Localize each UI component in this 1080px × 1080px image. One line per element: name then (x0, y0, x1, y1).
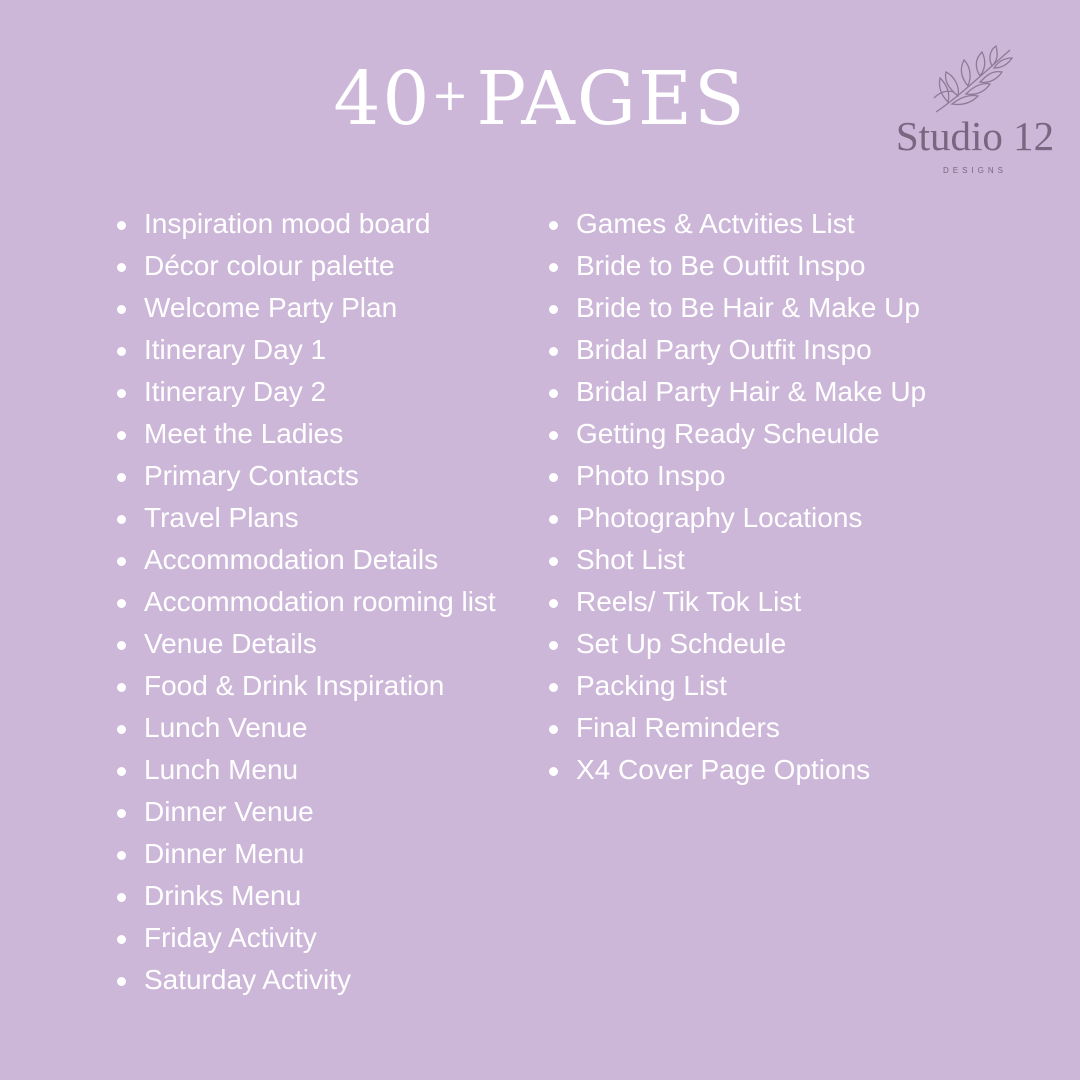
list-item: Reels/ Tik Tok List (548, 581, 968, 623)
list-item: Food & Drink Inspiration (116, 665, 536, 707)
list-item: Lunch Menu (116, 749, 536, 791)
title-plus: + (431, 70, 471, 121)
list-item: Accommodation Details (116, 539, 536, 581)
list-item: Photography Locations (548, 497, 968, 539)
list-item: Primary Contacts (116, 455, 536, 497)
list-item: Bridal Party Outfit Inspo (548, 329, 968, 371)
list-item: Meet the Ladies (116, 413, 536, 455)
brand-subtitle: DESIGNS (942, 166, 1007, 175)
list-item: Venue Details (116, 623, 536, 665)
list-item: Getting Ready Scheulde (548, 413, 968, 455)
list-item: Shot List (548, 539, 968, 581)
title-number: 40 (333, 56, 432, 142)
list-item: Bride to Be Outfit Inspo (548, 245, 968, 287)
list-item: Bride to Be Hair & Make Up (548, 287, 968, 329)
pages-list-left (116, 203, 536, 1001)
list-item: Friday Activity (116, 917, 536, 959)
list-item: Saturday Activity (116, 959, 536, 1001)
list-item: Dinner Menu (116, 833, 536, 875)
title-word: PAGES (476, 56, 747, 142)
list-item: Drinks Menu (116, 875, 536, 917)
list-item: Itinerary Day 1 (116, 329, 536, 371)
list-item: Accommodation rooming list (116, 581, 536, 623)
list-item: Packing List (548, 665, 968, 707)
list-item: Games & Actvities List (548, 203, 968, 245)
list-item: Dinner Venue (116, 791, 536, 833)
list-item: Itinerary Day 2 (116, 371, 536, 413)
brand-logo (890, 40, 1060, 180)
leaf-branch-icon (930, 42, 1018, 118)
list-item: Final Reminders (548, 707, 968, 749)
list-item: Décor colour palette (116, 245, 536, 287)
list-item: Lunch Venue (116, 707, 536, 749)
list-item: Photo Inspo (548, 455, 968, 497)
list-item: Set Up Schdeule (548, 623, 968, 665)
list-item: Inspiration mood board (116, 203, 536, 245)
list-item: Welcome Party Plan (116, 287, 536, 329)
list-item: Travel Plans (116, 497, 536, 539)
brand-name: Studio 12 (895, 113, 1055, 159)
pages-list-right (548, 203, 968, 791)
list-item: Bridal Party Hair & Make Up (548, 371, 968, 413)
list-item: X4 Cover Page Options (548, 749, 968, 791)
